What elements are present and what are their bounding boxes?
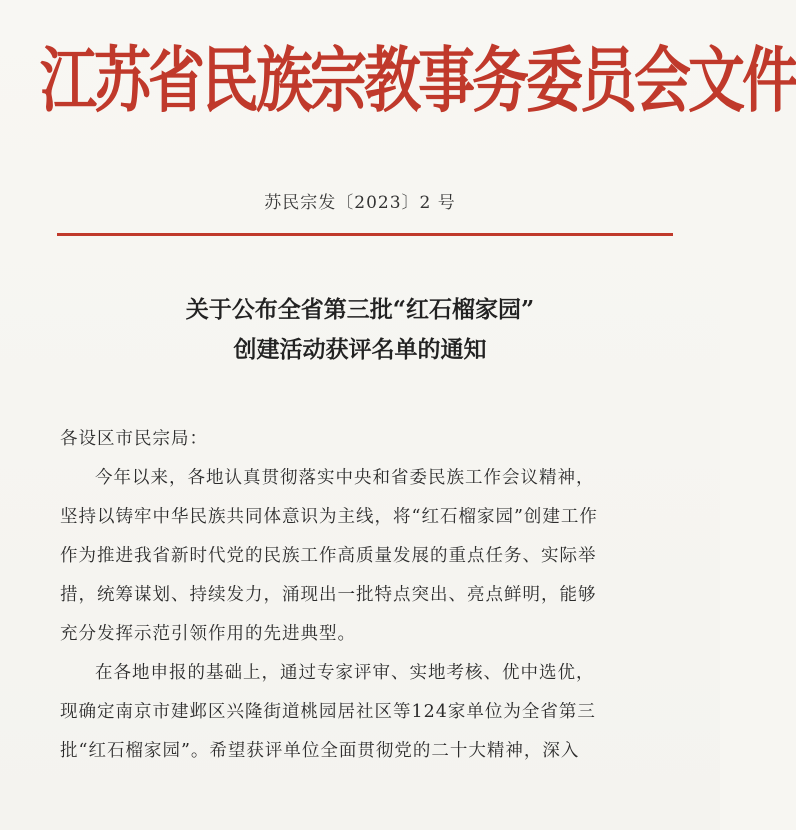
paragraph-2-line-2: 现确定南京市建邺区兴隆街道桃园居社区等124家单位为全省第三 xyxy=(60,702,596,722)
paragraph-1 xyxy=(60,459,680,654)
red-divider-rule xyxy=(57,233,673,236)
paragraph-2 xyxy=(60,654,680,771)
paragraph-1-line-1: 今年以来，各地认真贯彻落实中央和省委民族工作会议精神， xyxy=(95,468,595,488)
salutation: 各设区市民宗局： xyxy=(60,429,208,449)
paragraph-1-line-3: 作为推进我省新时代党的民族工作高质量发展的重点任务、实际举 xyxy=(60,546,597,566)
paragraph-2-line-3: 批“红石榴家园”。希望获评单位全面贯彻党的二十大精神，深入 xyxy=(60,741,580,761)
document-number: 苏民宗发〔2023〕2 号 xyxy=(264,193,456,213)
paragraph-1-line-5: 充分发挥示范引领作用的先进典型。 xyxy=(60,624,356,644)
notice-title-line-2: 创建活动获评名单的通知 xyxy=(233,336,487,363)
notice-title-line-1: 关于公布全省第三批“红石榴家园” xyxy=(185,296,535,323)
masthead-title: 江苏省民族宗教事务委员会文件 xyxy=(40,38,796,123)
paragraph-2-line-1: 在各地申报的基础上，通过专家评审、实地考核、优中选优， xyxy=(95,663,595,683)
paragraph-1-line-2: 坚持以铸牢中华民族共同体意识为主线，将“红石榴家园”创建工作 xyxy=(60,507,598,527)
notice-title xyxy=(0,290,720,370)
document-body xyxy=(60,420,680,771)
paragraph-1-line-4: 措，统筹谋划、持续发力，涌现出一批特点突出、亮点鲜明，能够 xyxy=(60,585,597,605)
